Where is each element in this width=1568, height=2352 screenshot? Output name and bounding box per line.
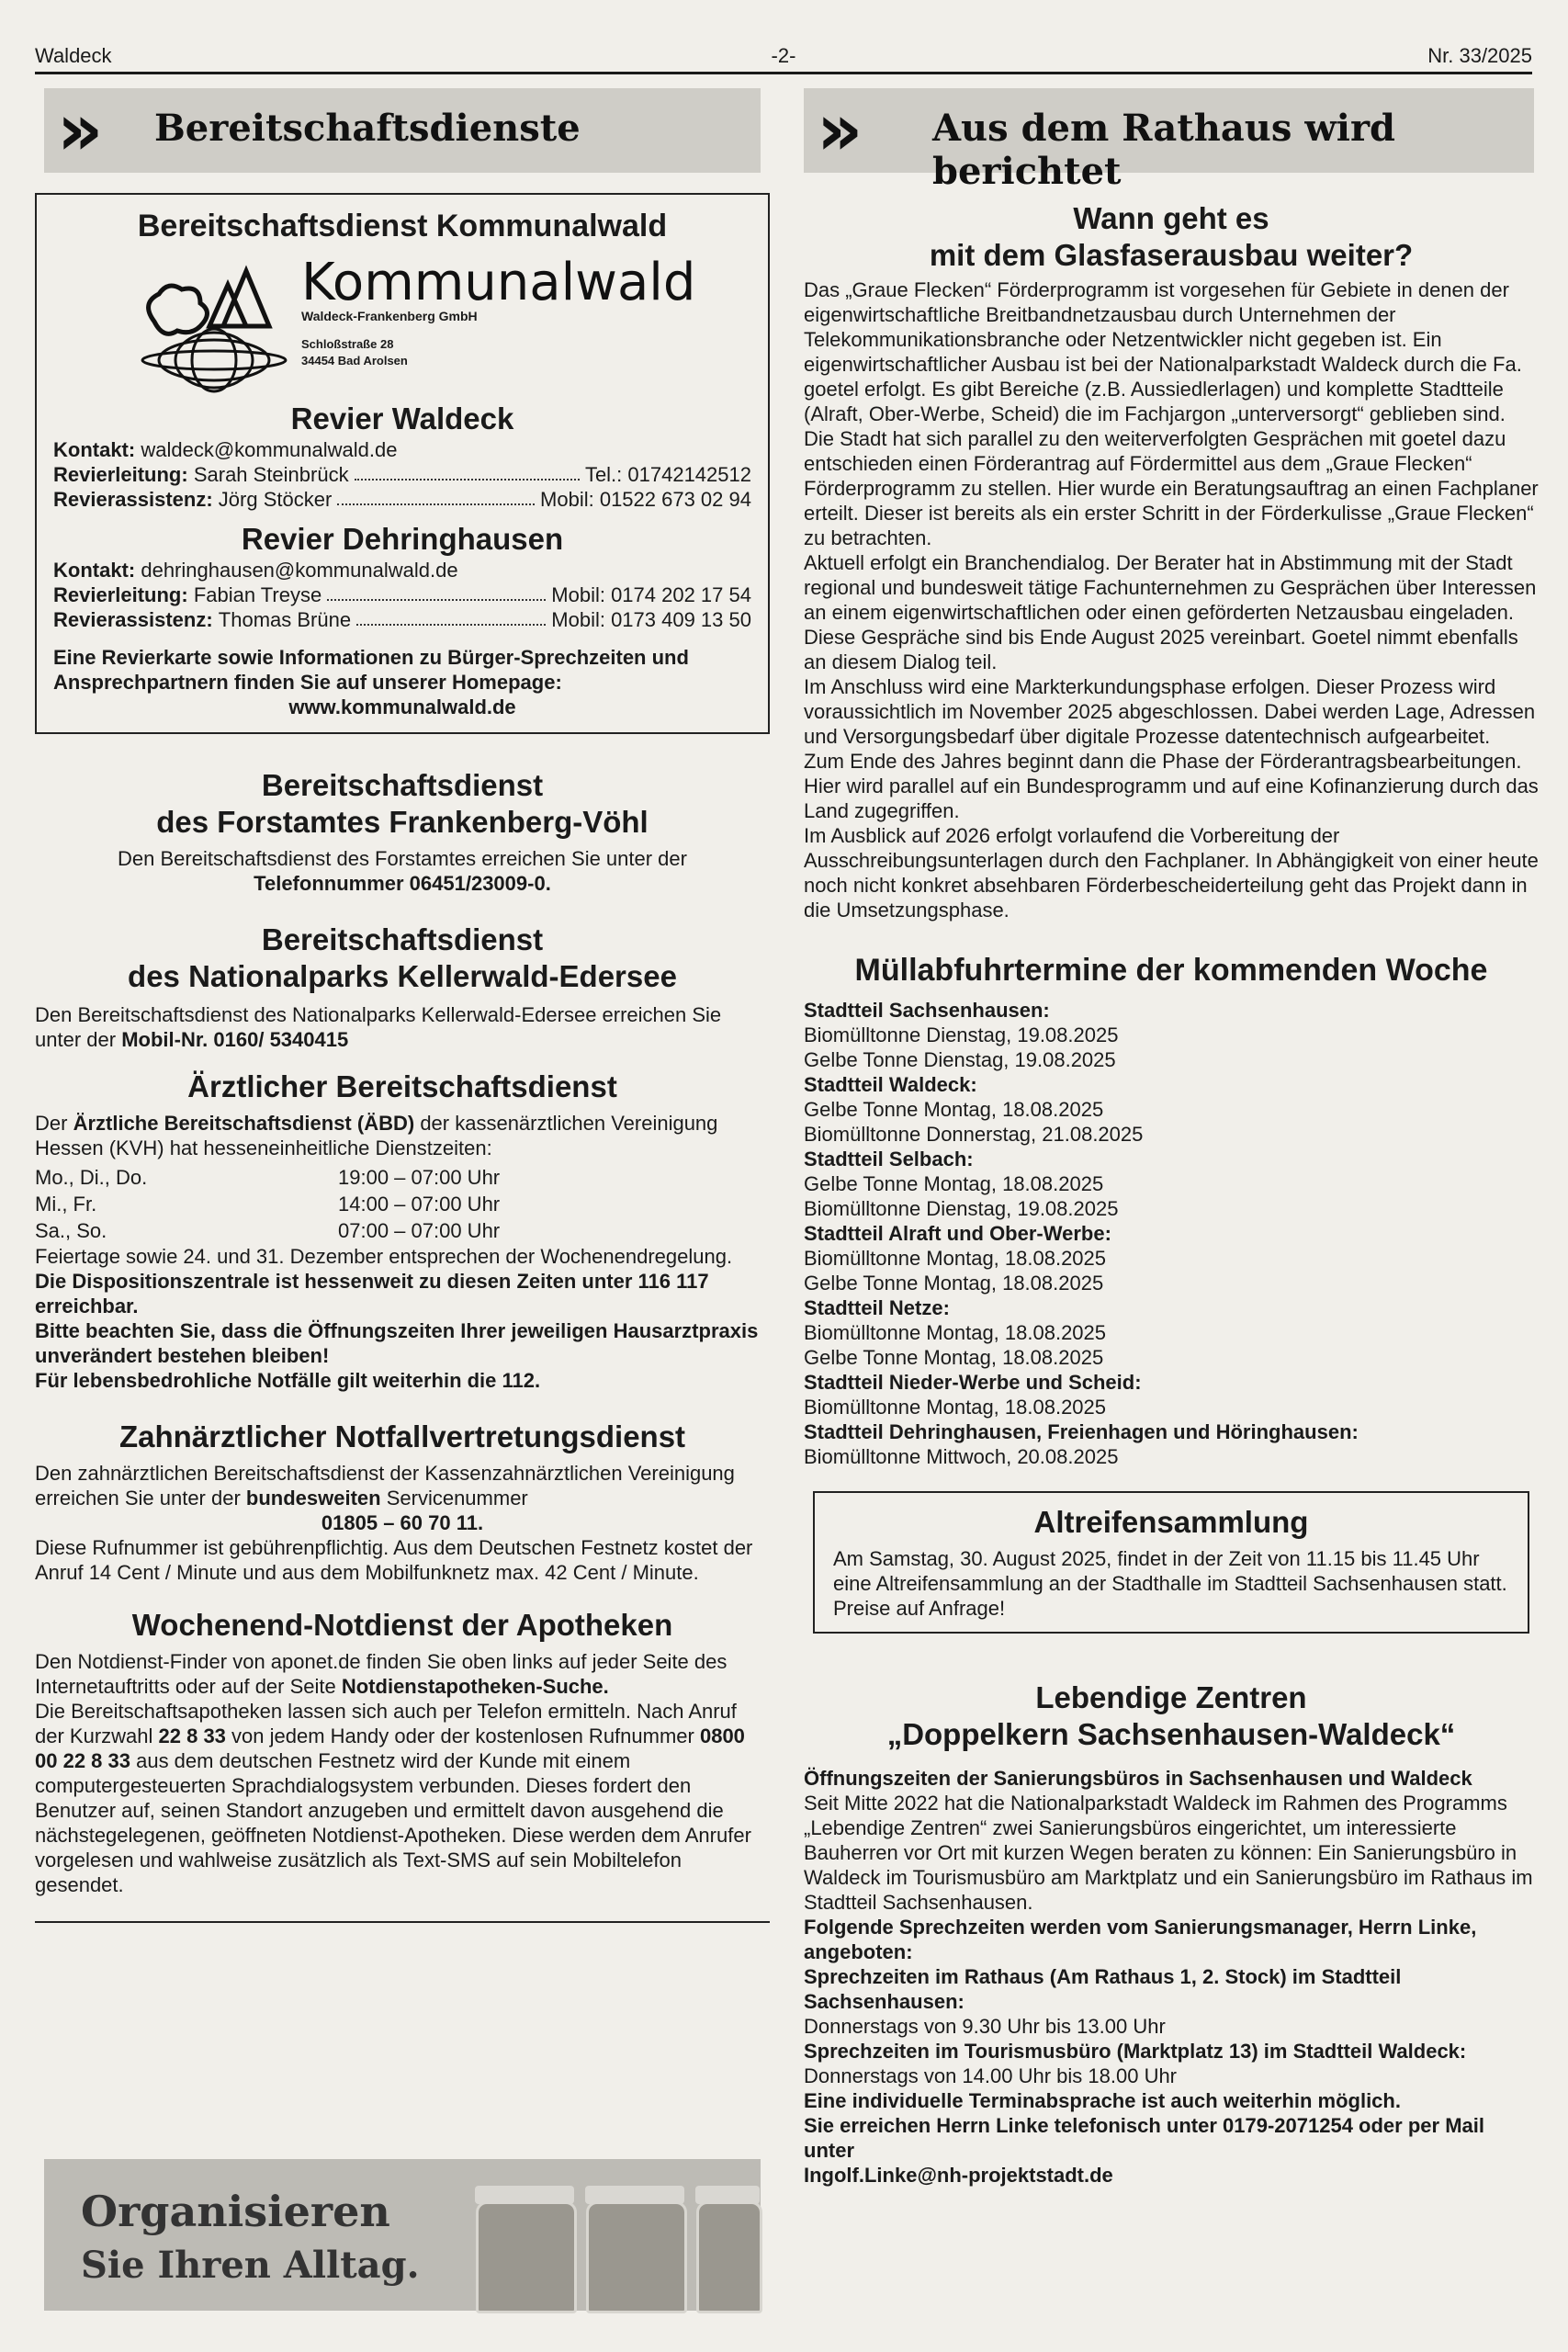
- logo-brand-sub: Waldeck-Frankenberg GmbH: [301, 309, 478, 323]
- zentren-text: Seit Mitte 2022 hat die Nationalparkstadt Waldeck im Rahmen des Programms „Lebendige Zentren“ zwei Sanierungsbüros eingerichtet, um interessierte Bauherren vor Ort mit kurzen Wegen beraten zu können: Ein Sanierungsbüro in Waldeck im Tourismusbüro am Marktplatz und ein Sanierungsbüro im Rathaus im Stadtteil Sachsenhausen.: [804, 1792, 1533, 1914]
- forstamt-title-2: des Forstamtes Frankenberg-Vöhl: [156, 805, 649, 839]
- apotheke-text: Den Notdienst-Finder von aponet.de finden Sie oben links auf jeder Seite des Internetauftritts oder auf der Seite Notdienstapotheken-Suche.: [35, 1650, 728, 1698]
- nationalpark-text: Den Bereitschaftsdienst des Nationalparks Kellerwald-Edersee erreichen Sie unter der Mobil-Nr. 0160/ 5340415: [35, 1003, 722, 1051]
- zentren-bold-4: Eine individuelle Terminabsprache ist auch weiterhin möglich.: [804, 2089, 1401, 2112]
- header-page-number: -2-: [771, 44, 796, 67]
- altreifen-title: Altreifensammlung: [1033, 1505, 1309, 1539]
- arzt-bold-1: Die Dispositionszentrale ist hessenweit zu diesen Zeiten unter 116 117 erreichbar.: [35, 1270, 709, 1317]
- pickup-entry: Biomülltonne Mittwoch, 20.08.2025: [804, 1445, 1119, 1468]
- arzt-bold-3: Für lebensbedrohliche Notfälle gilt weiterhin die 112.: [35, 1369, 541, 1392]
- glasfaser-section: [804, 200, 1539, 922]
- chevron-icon: »: [817, 89, 847, 172]
- pickup-entry: Gelbe Tonne Montag, 18.08.2025: [804, 1098, 1104, 1121]
- section-title-right: Aus dem Rathaus wird berichtet: [932, 107, 1395, 193]
- ad-line-2: Sie Ihren Alltag.: [81, 2244, 420, 2287]
- pickup-entry: Biomülltonne Donnerstag, 21.08.2025: [804, 1123, 1144, 1146]
- zentren-subtitle: Öffnungszeiten der Sanierungsbüros in Sachsenhausen und Waldeck: [804, 1767, 1472, 1790]
- running-header: [35, 39, 1532, 74]
- arzt-bold-2: Bitte beachten Sie, dass die Öffnungszeiten Ihrer jeweiligen Hausarztpraxis unverändert bestehen bleiben!: [35, 1319, 759, 1367]
- kommunalwald-title: Bereitschaftsdienst Kommunalwald: [137, 209, 668, 243]
- arzt-days: Sa., So.: [35, 1219, 107, 1242]
- divider: [35, 1921, 770, 1923]
- pickup-entry: Biomülltonne Montag, 18.08.2025: [804, 1321, 1107, 1344]
- zentren-time-2: Donnerstags von 14.00 Uhr bis 18.00 Uhr: [804, 2064, 1178, 2087]
- glasfaser-paragraph: Zum Ende des Jahres beginnt dann die Phase der Förderantragsbearbeitungen. Hier wird parallel auf ein Bundesprogramm und auf eine Kofinanzierung durch das Land zugegriffen.: [804, 750, 1539, 822]
- zentren-bold-2: Sprechzeiten im Rathaus (Am Rathaus 1, 2. Stock) im Stadtteil Sachsenhausen:: [804, 1965, 1402, 2013]
- ad-line-1: Organisieren: [81, 2187, 390, 2236]
- chevron-icon: »: [57, 89, 87, 172]
- jar-icon: [586, 2201, 687, 2313]
- nationalpark-title-2: des Nationalparks Kellerwald-Edersee: [128, 959, 677, 993]
- arzt-hours: 14:00 – 07:00 Uhr: [338, 1193, 501, 1216]
- revier-dehringhausen-assistenz: Revierassistenz: Thomas Brüne Mobil: 0173 409 13 50: [53, 608, 751, 631]
- zahnarzt-number: 01805 – 60 70 11.: [321, 1511, 484, 1534]
- arzt-intro: Der Ärztliche Bereitschaftsdienst (ÄBD) der kassenärztlichen Vereinigung Hessen (KVH) hat hesseneinheitliche Dienstzeiten:: [35, 1112, 718, 1159]
- left-column: [35, 193, 770, 1923]
- section-bar-left: [44, 88, 761, 173]
- revier-dehringhausen-email[interactable]: dehringhausen@kommunalwald.de: [141, 559, 458, 582]
- zentren-time-1: Donnerstags von 9.30 Uhr bis 13.00 Uhr: [804, 2015, 1166, 2038]
- section-bar-right: [804, 88, 1534, 193]
- zentren-title-2: „Doppelkern Sachsenhausen-Waldeck“: [886, 1717, 1456, 1751]
- nationalpark-mobil: Mobil-Nr. 0160/ 5340415: [121, 1028, 349, 1051]
- altreifen-box: [813, 1491, 1529, 1634]
- arzt-feiertage: Feiertage sowie 24. und 31. Dezember entsprechen der Wochenendregelung.: [35, 1245, 733, 1268]
- zahnarzt-text-2: Diese Rufnummer ist gebührenpflichtig. Aus dem Deutschen Festnetz kostet der Anruf 14 Cent / Minute und aus dem Mobilfunknetz max. 42 Cent / Minute.: [35, 1536, 753, 1584]
- forstamt-section: [35, 767, 770, 896]
- header-town: Waldeck: [35, 44, 112, 67]
- forstamt-title-1: Bereitschaftsdienst: [261, 768, 544, 802]
- logo-street: Schloßstraße 28: [301, 337, 394, 351]
- pickup-entry: Gelbe Tonne Dienstag, 19.08.2025: [804, 1048, 1116, 1071]
- forstamt-tel: Telefonnummer 06451/23009-0.: [254, 872, 551, 895]
- section-title-left: Bereitschaftsdienste: [154, 107, 581, 150]
- zentren-bold-3: Sprechzeiten im Tourismusbüro (Marktplatz 13) im Stadtteil Waldeck:: [804, 2040, 1467, 2063]
- glasfaser-title-2: mit dem Glasfaserausbau weiter?: [929, 238, 1414, 272]
- district-name: Stadtteil Selbach:: [804, 1148, 974, 1170]
- arzt-title: Ärztlicher Bereitschaftsdienst: [187, 1069, 617, 1103]
- revier-dehringhausen-title: Revier Dehringhausen: [241, 522, 564, 556]
- pickup-entry: Biomülltonne Montag, 18.08.2025: [804, 1396, 1107, 1419]
- jar-icon: [476, 2201, 577, 2313]
- pickup-entry: Biomülltonne Dienstag, 19.08.2025: [804, 1023, 1119, 1046]
- glasfaser-paragraph: Im Ausblick auf 2026 erfolgt vorlaufend die Vorbereitung der Ausschreibungsunterlagen durch den Fachplaner. In Abhängigkeit von einer heute noch nicht konkret absehbaren Förderbescheiderteilung geht das Projekt dann in die Umsetzungsphase.: [804, 824, 1539, 922]
- apotheke-section: [35, 1607, 770, 1923]
- arzt-hours: 07:00 – 07:00 Uhr: [338, 1219, 501, 1242]
- district-name: Stadtteil Alraft und Ober-Werbe:: [804, 1222, 1111, 1245]
- kommunalwald-url[interactable]: www.kommunalwald.de: [288, 695, 516, 718]
- altreifen-note: Preise auf Anfrage!: [833, 1597, 1006, 1620]
- zahnarzt-title: Zahnärztlicher Notfallvertretungsdienst: [118, 1419, 686, 1453]
- zahnarzt-text: Den zahnärztlichen Bereitschaftsdienst der Kassenzahnärztlichen Vereinigung erreichen Sie unter der bundesweiten Servicenummer: [35, 1462, 735, 1510]
- revier-waldeck-assistenz: Revierassistenz: Jörg Stöcker Mobil: 01522 673 02 94: [53, 488, 751, 511]
- muell-section: [804, 952, 1539, 1469]
- right-column: [804, 193, 1539, 2188]
- district-name: Stadtteil Netze:: [804, 1296, 950, 1319]
- nationalpark-title-1: Bereitschaftsdienst: [261, 922, 544, 956]
- nationalpark-section: [35, 922, 770, 1052]
- glasfaser-paragraph: Die Stadt hat sich parallel zu den weiterverfolgten Gesprächen mit goetel dazu entschieden einen Förderantrag auf Fördermittel aus dem „Graue Flecken“ Förderprogramm zu stellen. Hier wurde ein Beratungsauftrag an einen Fachplaner erteilt. Dieser ist bereits als ein erster Schritt in der Förderkulisse „Graue Flecken“ zu betrachten.: [804, 427, 1539, 549]
- pickup-entry: Biomülltonne Dienstag, 19.08.2025: [804, 1197, 1119, 1220]
- kommunalwald-note: Eine Revierkarte sowie Informationen zu Bürger-Sprechzeiten und Ansprechpartnern finden Sie auf unserer Homepage:: [53, 646, 689, 694]
- logo-brand-name: Kommunalwald: [301, 253, 696, 312]
- arzt-days: Mi., Fr.: [35, 1193, 97, 1216]
- apotheke-title: Wochenend-Notdienst der Apotheken: [131, 1608, 673, 1642]
- jar-icon: [696, 2201, 762, 2313]
- revier-waldeck-title: Revier Waldeck: [290, 401, 514, 435]
- zentren-email[interactable]: Ingolf.Linke@nh-projektstadt.de: [804, 2164, 1113, 2187]
- district-name: Stadtteil Sachsenhausen:: [804, 999, 1050, 1022]
- arzt-days: Mo., Di., Do.: [35, 1166, 148, 1189]
- arzt-section: [35, 1069, 770, 1393]
- forest-logo-icon: [136, 257, 292, 395]
- arzt-times: [35, 1164, 770, 1244]
- altreifen-text: Am Samstag, 30. August 2025, findet in der Zeit von 11.15 bis 11.45 Uhr eine Altreifensammlung an der Stadthalle im Stadtteil Sachsenhausen statt.: [833, 1547, 1507, 1595]
- kommunalwald-box: [35, 193, 770, 734]
- revier-dehringhausen-contact: Kontakt: dehringhausen@kommunalwald.de: [53, 559, 458, 582]
- zentren-bold-5: Sie erreichen Herrn Linke telefonisch unter 0179-2071254 oder per Mail unter: [804, 2114, 1484, 2162]
- revier-dehringhausen-leitung: Revierleitung: Fabian Treyse Mobil: 0174 202 17 54: [53, 583, 751, 606]
- revier-waldeck-email[interactable]: waldeck@kommunalwald.de: [141, 438, 398, 461]
- zahnarzt-section: [35, 1419, 770, 1585]
- district-name: Stadtteil Dehringhausen, Freienhagen und Höringhausen:: [804, 1420, 1359, 1443]
- arzt-hours: 19:00 – 07:00 Uhr: [338, 1166, 501, 1189]
- district-name: Stadtteil Waldeck:: [804, 1073, 977, 1096]
- zentren-section: [804, 1679, 1539, 2188]
- logo-city: 34454 Bad Arolsen: [301, 354, 408, 368]
- muell-title: Müllabfuhrtermine der kommenden Woche: [854, 953, 1488, 988]
- pickup-entry: Gelbe Tonne Montag, 18.08.2025: [804, 1272, 1104, 1295]
- district-name: Stadtteil Nieder-Werbe und Scheid:: [804, 1371, 1142, 1394]
- glasfaser-paragraph: Im Anschluss wird eine Markterkundungsphase erfolgen. Dieser Prozess wird voraussichtlich im November 2025 abgeschlossen. Dabei werden Lage, Adressen und Versorgungsbedarf über digitale Prozesse datentechnisch aufgearbeitet.: [804, 675, 1536, 748]
- revier-waldeck-leitung: Revierleitung: Sarah Steinbrück Tel.: 01742142512: [53, 463, 751, 486]
- glasfaser-title-1: Wann geht es: [1073, 201, 1269, 235]
- muell-list: [804, 998, 1539, 1469]
- advertisement: [44, 2159, 761, 2311]
- zentren-bold-1: Folgende Sprechzeiten werden vom Sanierungsmanager, Herrn Linke, angeboten:: [804, 1916, 1477, 1963]
- pickup-entry: Biomülltonne Montag, 18.08.2025: [804, 1247, 1107, 1270]
- pickup-entry: Gelbe Tonne Montag, 18.08.2025: [804, 1346, 1104, 1369]
- pickup-entry: Gelbe Tonne Montag, 18.08.2025: [804, 1172, 1104, 1195]
- kommunalwald-logo: [136, 253, 751, 395]
- glasfaser-paragraph: Aktuell erfolgt ein Branchendialog. Der Berater hat in Abstimmung mit der Stadt regional und bundesweit tätige Fachunternehmen zu Gesprächen über Interessen an einem eigenwirtschaftlichen oder einen geförderten Netzausbau eingeladen. Diese Gespräche sind bis Ende August 2025 vereinbart. Goetel nimmt ebenfalls an diesem Dialog teil.: [804, 551, 1537, 673]
- forstamt-text: Den Bereitschaftsdienst des Forstamtes erreichen Sie unter der: [118, 847, 687, 870]
- revier-waldeck-contact: Kontakt: waldeck@kommunalwald.de: [53, 438, 398, 461]
- glasfaser-paragraph: Das „Graue Flecken“ Förderprogramm ist vorgesehen für Gebiete in denen der eigenwirtschaftliche Breitbandnetzausbau durch Unternehmen der Telekommunikationsbranche oder Netzentwickler nicht gegeben ist. Ein eigenwirtschaftlicher Ausbau ist bei der Nationalparkstadt Waldeck durch die Fa. goetel erfolgt. Es gibt Bereiche (z.B. Aussiedlerlagen) und komplette Stadtteile (Alraft, Ober-Werbe, Scheid) die im Fachjargon „unterversorgt“ geblieben sind.: [804, 278, 1522, 425]
- zentren-title-1: Lebendige Zentren: [1035, 1680, 1307, 1714]
- header-issue-number: Nr. 33/2025: [1427, 44, 1532, 67]
- apotheke-text-2: Die Bereitschaftsapotheken lassen sich auch per Telefon ermitteln. Nach Anruf der Kurzwahl 22 8 33 von jedem Handy oder der kostenlosen Rufnummer 0800 00 22 8 33 aus dem deutschen Festnetz wird der Kunde mit einem computergesteuerten Sprachdialogsystem verbunden. Dieses fordert den Benutzer auf, seinen Standort anzugeben und ermittelt davon ausgehend die nächstegelegenen, geöffneten Notdienst-Apotheken. Diese werden dem Anrufer vorgelesen und wahlweise zusätzlich als Text-SMS auf sein Mobiltelefon gesendet.: [35, 1700, 751, 1896]
